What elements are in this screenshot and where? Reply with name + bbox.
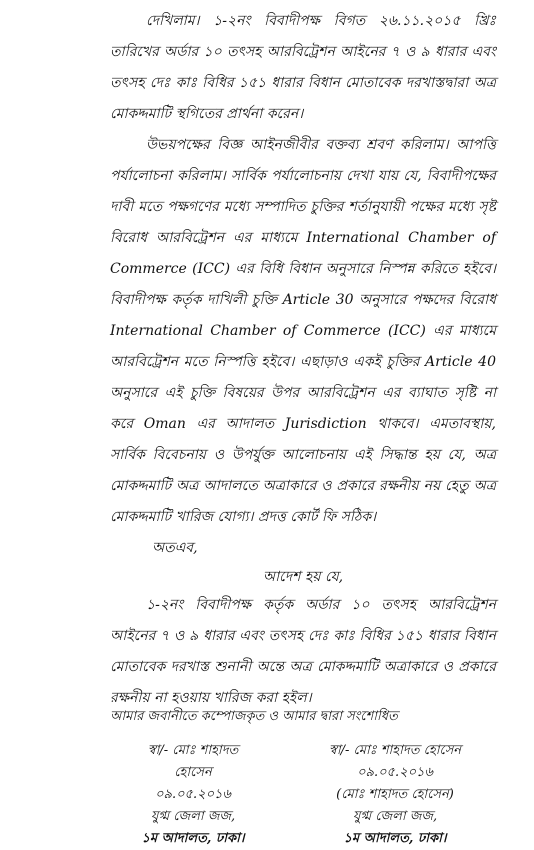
paragraph-findings: উভয়পক্ষের বিজ্ঞ আইনজীবীর বক্তব্য শ্রবণ করিলাম। আপত্তি পর্যালোচনা করিলাম। সার্বিক পর্যালোচনায় দেখা যায় যে, বিবাদীপক্ষের দাবী মতে পক্ষগণের মধ্যে সম্পাদিত চুক্তির শর্তানুযায়ী পক্ষের মধ্যে সৃষ্ট বিরোধ আরবিট্রেশন এর মাধ্যমে International Chamber of Commerce (ICC) এর বিধি বিধান অনুসারে নিস্পন্ন করিতে হইবে। বিবাদীপক্ষ কর্তৃক দাখিলী চুক্তি Article 30 অনুসারে পক্ষদের বিরোধ International Chamber of Commerce (ICC) এর মাধ্যমে আরবিট্রেশন মতে নিস্পত্তি হইবে। এছাড়াও একই চুক্তির Article 40 অনুসারে এই চুক্তি বিষয়ের উপর আরবিট্রেশন এর ব্যাঘাত সৃষ্টি না করে Oman এর আদালত Jurisdiction থাকবে। এমতাবস্থায়, সার্বিক বিবেচনায় ও উপর্যুক্ত আলোচনায় এই সিদ্ধান্ত হয় যে, অত্র মোকদ্দমাটি অত্র আদালতে অত্রাকারে ও প্রকারে রক্ষনীয় নয় হেতু অত্র মোকদ্দমাটি খারিজ যোগ্য। প্রদত্ত কোর্ট ফি সঠিক। bbox=[110, 137, 496, 525]
signature-left-court: ১ম আদালত, ঢাকা। bbox=[141, 831, 245, 846]
signature-left-designation: যুগ্ম জেলা জজ, bbox=[150, 809, 236, 824]
signature-right-designation: যুগ্ম জেলা জজ, bbox=[352, 809, 438, 824]
signature-right-court: ১ম আদালত, ঢাকা। bbox=[343, 831, 447, 846]
signature-left bbox=[108, 740, 278, 850]
signature-right-line-1: স্বা/- মোঃ শাহাদত হোসেন bbox=[328, 743, 462, 758]
order-body bbox=[110, 6, 496, 714]
signature-right-name: (মোঃ শাহাদত হোসেন) bbox=[336, 787, 454, 802]
signature-left-line-2: হোসেন bbox=[174, 765, 212, 780]
therefore-label: অতএব, bbox=[152, 540, 198, 556]
paragraph-order: ১-২নং বিবাদীপক্ষ কর্তৃক অর্ডার ১০ তৎসহ আরবিট্রেশন আইনের ৭ ও ৯ ধারার এবং তৎসহ দেঃ কাঃ বিধির ১৫১ ধারার বিধান মোতাবেক দরখাস্ত শুনানী অন্তে অত্র মোকদ্দমাটি অত্রাকারে ও প্রকারে রক্ষনীয় না হওয়ায় খারিজ করা হইল। bbox=[110, 597, 496, 706]
composed-line: আমার জবানীতে কম্পোজকৃত ও আমার দ্বারা সংশোধিত bbox=[110, 709, 398, 724]
order-heading: আদেশ হয় যে, bbox=[262, 569, 344, 585]
signature-left-date: ০৯.০৫.২০১৬ bbox=[155, 787, 231, 802]
signature-left-line-1: স্বা/- মোঃ শাহাদত bbox=[147, 743, 239, 758]
signature-right bbox=[300, 740, 490, 850]
paragraph-petition: দেখিলাম। ১-২নং বিবাদীপক্ষ বিগত ২৬.১১.২০১৫ খ্রিঃ তারিখের অর্ডার ১০ তৎসহ আরবিট্রেশন আইনের ৭ ও ৯ ধারার এবং তৎসহ দেঃ কাঃ বিধির ১৫১ ধারার বিধান মোতাবেক দরখাস্তদ্বারা অত্র মোকদ্দমাটি স্থগিতের প্রার্থনা করেন। bbox=[110, 13, 496, 122]
signature-right-date: ০৯.০৫.২০১৬ bbox=[357, 765, 433, 780]
